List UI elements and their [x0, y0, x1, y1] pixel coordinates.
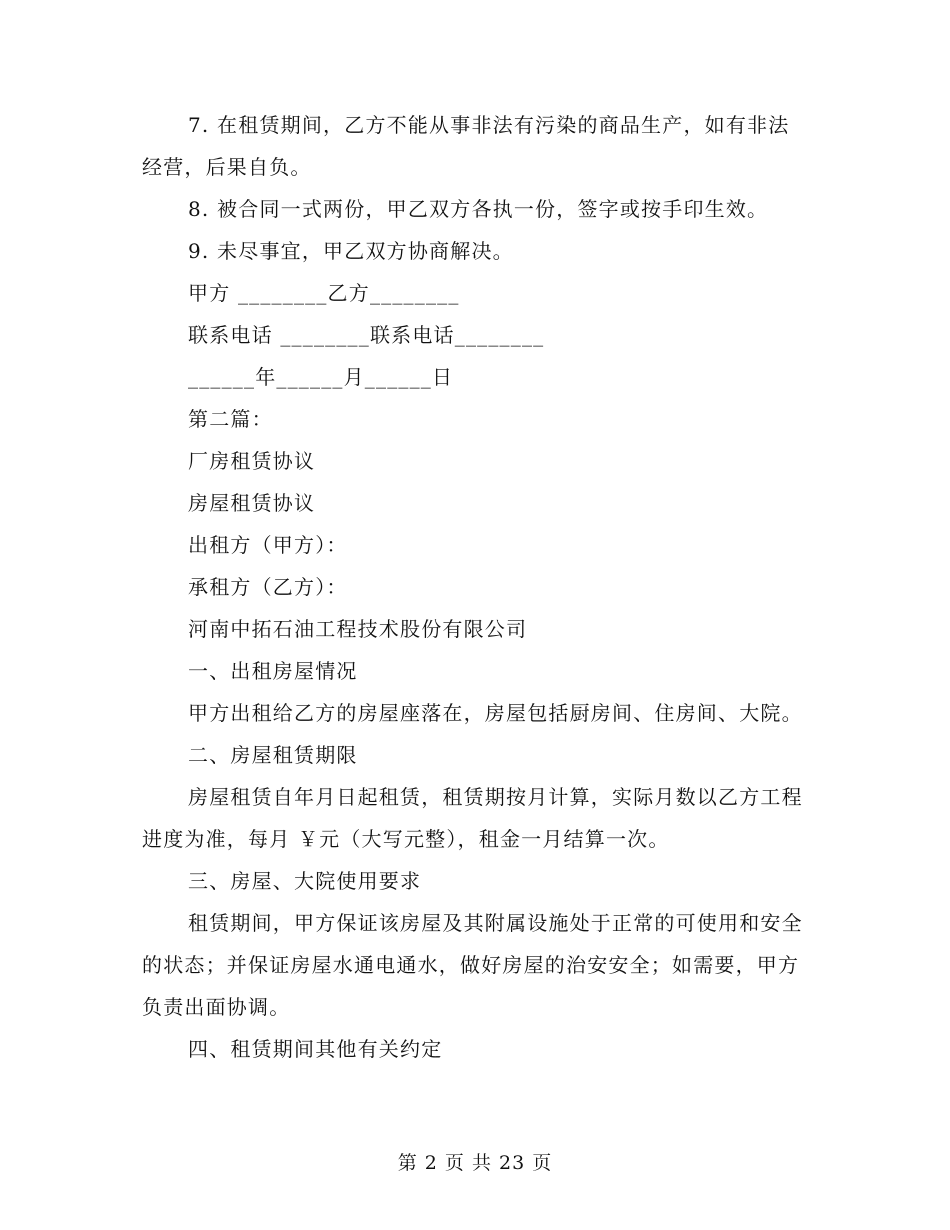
section-heading-1: 一、出租房屋情况: [188, 659, 358, 683]
clause-8: 8. 被合同一式两份，甲乙双方各执一份，签字或按手印生效。: [188, 197, 769, 221]
company-name: 河南中拓石油工程技术股份有限公司: [188, 617, 528, 641]
lessee-line: 承租方（乙方）：: [188, 575, 348, 599]
contact-phone-line: 联系电话 ________联系电话________: [188, 323, 545, 347]
clause-9: 9. 未尽事宜，甲乙双方协商解决。: [188, 239, 514, 263]
party-signature-line: 甲方 ________乙方________: [188, 281, 460, 305]
section-1-body: 甲方出租给乙方的房屋座落在，房屋包括厨房间、住房间、大院。: [188, 701, 803, 725]
section-3-body: 租赁期间，甲方保证该房屋及其附属设施处于正常的可使用和安全的状态；并保证房屋水通电通水，做好房屋的治安安全；如需要，甲方负责出面协调。: [142, 911, 803, 1019]
document-body: [142, 104, 810, 1070]
section-heading-4: 四、租赁期间其他有关约定: [188, 1037, 443, 1061]
section-heading-2: 二、房屋租赁期限: [188, 743, 358, 767]
page-number-footer: 第 2 页 共 23 页: [397, 1152, 553, 1174]
date-line: ______年______月______日: [188, 365, 454, 389]
lessor-line: 出租方（甲方）：: [188, 533, 348, 557]
section-2-body: 房屋租赁自年月日起租赁，租赁期按月计算，实际月数以乙方工程进度为准，每月 ￥元（大写元整），租金一月结算一次。: [142, 785, 803, 851]
document-title-house-lease: 房屋租赁协议: [188, 491, 316, 515]
section-heading-part-two: 第二篇：: [188, 407, 273, 431]
document-title-factory-lease: 厂房租赁协议: [188, 449, 316, 473]
clause-7: 7. 在租赁期间，乙方不能从事非法有污染的商品生产，如有非法经营，后果自负。: [142, 113, 790, 179]
section-heading-3: 三、房屋、大院使用要求: [188, 869, 422, 893]
